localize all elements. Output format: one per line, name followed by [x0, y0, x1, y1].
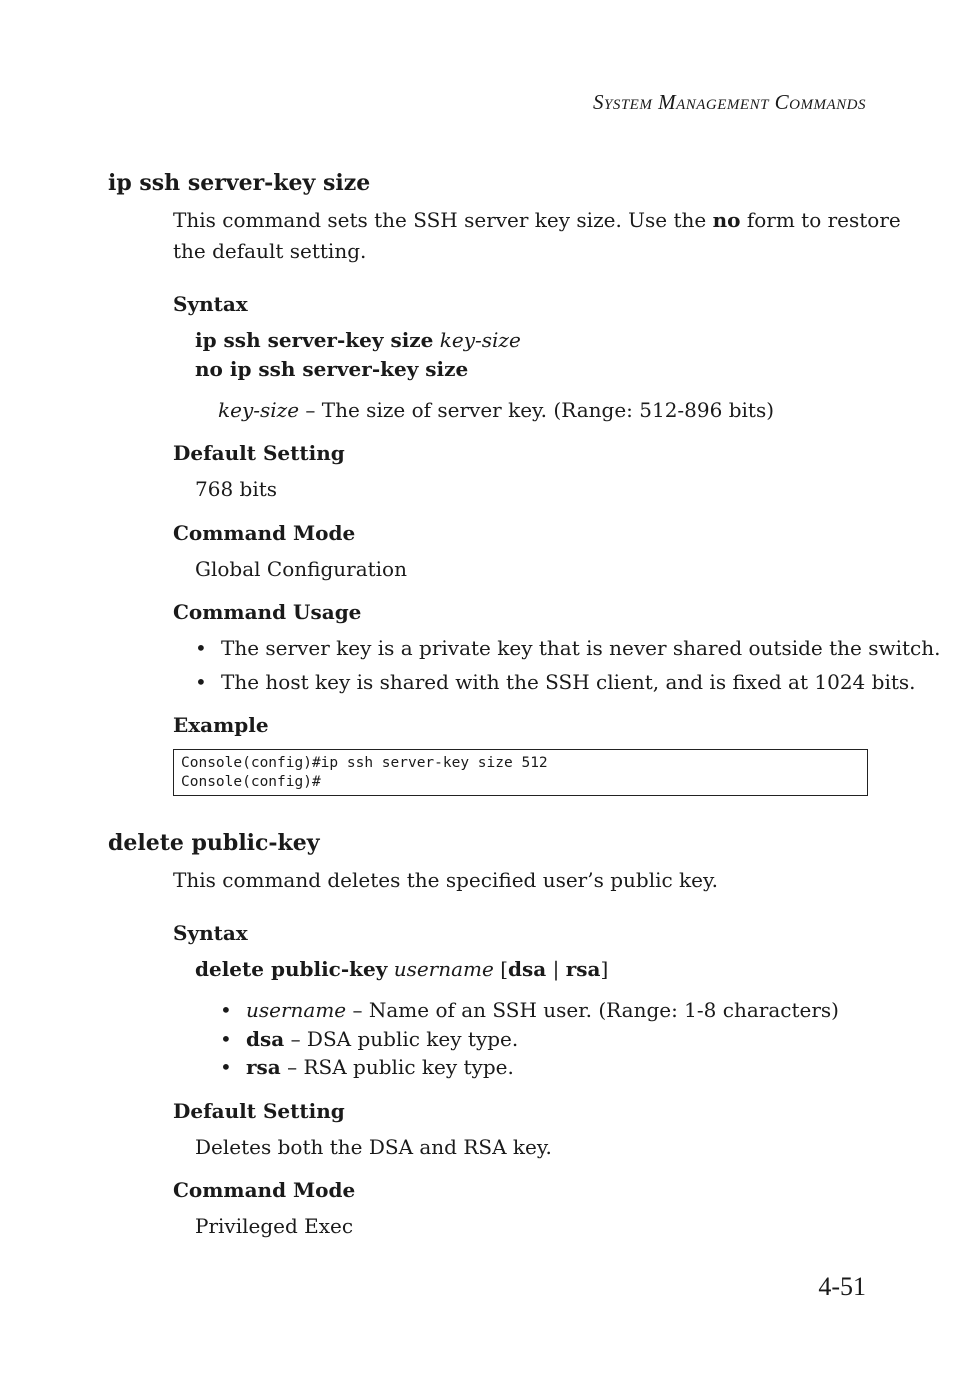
command-usage-heading: Command Usage	[173, 600, 362, 624]
default-setting-value: Deletes both the DSA and RSA key.	[195, 1135, 552, 1159]
default-setting-heading: Default Setting	[173, 1099, 345, 1123]
command-mode-value: Privileged Exec	[195, 1214, 354, 1238]
syntax-command-2	[195, 357, 468, 381]
code-line: Console(config)#	[181, 774, 321, 790]
param-username	[246, 998, 839, 1022]
section-title-delete-public-key: delete public-key	[108, 830, 320, 856]
command-mode-value: Global Configuration	[195, 557, 407, 581]
command-text: ip ssh server-key size	[195, 328, 434, 352]
section2-intro: This command deletes the specified user’s public key.	[173, 868, 718, 892]
intro-text: form to restore	[746, 208, 901, 232]
command-mode-heading: Command Mode	[173, 521, 356, 545]
bracket: [	[500, 957, 509, 981]
default-setting-heading: Default Setting	[173, 441, 345, 465]
bracket: ]	[600, 957, 609, 981]
syntax-command-1	[195, 328, 521, 352]
running-header	[593, 90, 866, 115]
param-key-size	[218, 398, 774, 422]
param-bullet: •	[220, 1027, 232, 1051]
syntax-heading: Syntax	[173, 921, 248, 945]
keyword-no: no	[712, 208, 741, 232]
usage-bullet: •	[195, 670, 207, 694]
separator: |	[552, 957, 560, 981]
option-dsa: dsa	[508, 957, 547, 981]
code-line: Console(config)#ip ssh server-key size 512	[181, 755, 548, 771]
usage-item: The server key is a private key that is never shared outside the switch.	[221, 636, 941, 660]
section1-intro-line1	[173, 208, 901, 232]
param-desc: – DSA public key type.	[290, 1027, 519, 1051]
param-name: key-size	[218, 398, 300, 422]
option-rsa: rsa	[565, 957, 601, 981]
intro-text: This command sets the SSH server key size. Use the	[173, 208, 707, 232]
param-name: username	[246, 998, 347, 1022]
param-desc: – The size of server key. (Range: 512-896 bits)	[305, 398, 775, 422]
param-desc: – Name of an SSH user. (Range: 1-8 characters)	[352, 998, 839, 1022]
param-dsa	[246, 1027, 518, 1051]
param-name: dsa	[246, 1027, 285, 1051]
command-text: delete public-key	[195, 957, 388, 981]
command-mode-heading: Command Mode	[173, 1178, 356, 1202]
default-setting-value: 768 bits	[195, 477, 278, 501]
usage-bullet: •	[195, 636, 207, 660]
syntax-heading: Syntax	[173, 292, 248, 316]
section-title-ip-ssh-server-key-size: ip ssh server-key size	[108, 170, 371, 196]
page-number: 4-51	[818, 1272, 866, 1301]
section1-intro-line2: the default setting.	[173, 239, 367, 263]
param-desc: – RSA public key type.	[287, 1055, 514, 1079]
syntax-command	[195, 957, 608, 981]
command-text: no ip ssh server-key size	[195, 357, 469, 381]
command-param: username	[393, 957, 494, 981]
command-param: key-size	[439, 328, 521, 352]
param-bullet: •	[220, 1055, 232, 1079]
running-header-title: System Management Commands	[593, 90, 866, 114]
param-name: rsa	[246, 1055, 281, 1079]
usage-item: The host key is shared with the SSH client, and is fixed at 1024 bits.	[221, 670, 916, 694]
param-rsa	[246, 1055, 514, 1079]
param-bullet: •	[220, 998, 232, 1022]
example-code-block	[173, 749, 868, 796]
example-heading: Example	[173, 713, 269, 737]
